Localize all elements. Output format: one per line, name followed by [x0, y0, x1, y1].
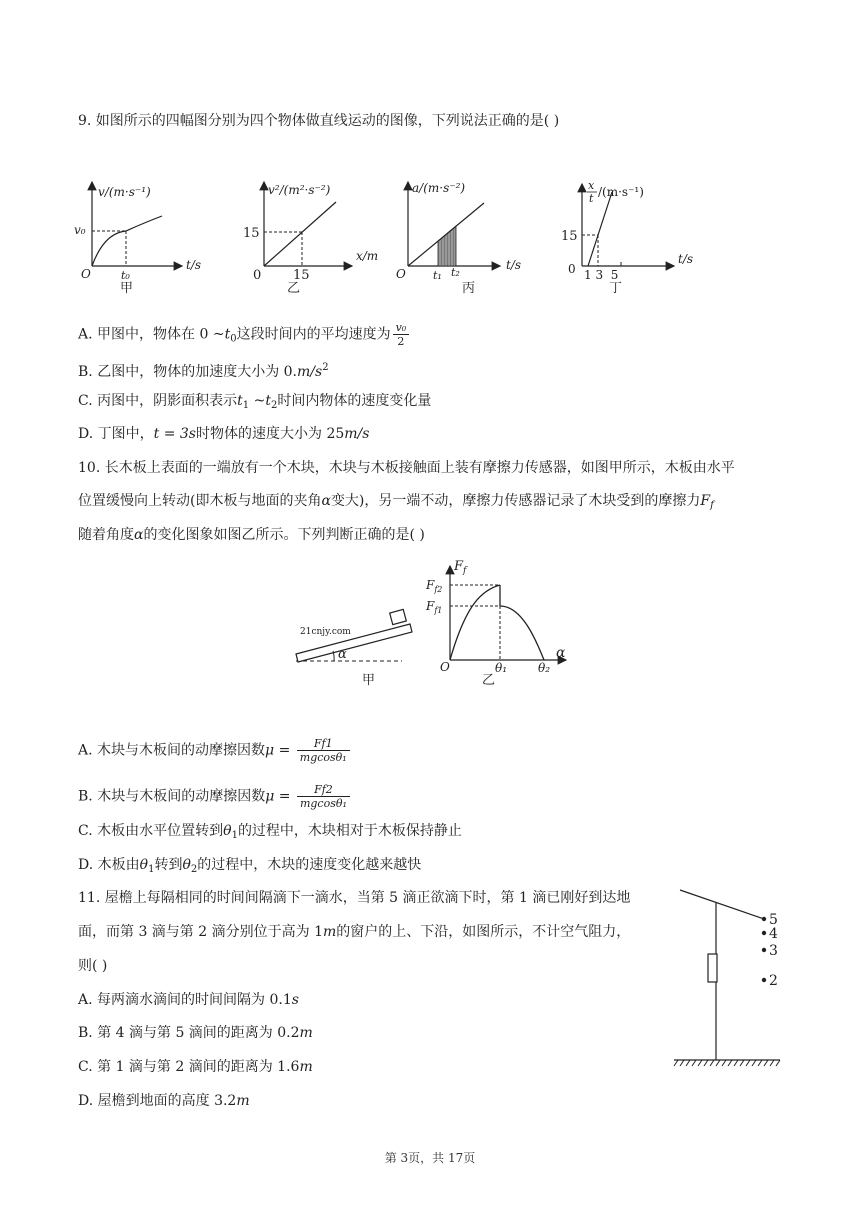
graph-bing: [396, 181, 521, 296]
graph-ding: [561, 179, 693, 296]
ding-caption: 丁: [609, 281, 623, 296]
ding-ylabel-top: x: [588, 179, 595, 192]
ding-xlabel: t/s: [678, 252, 694, 266]
ding-ytick: 15: [561, 229, 578, 244]
svg-text:Ff2: [425, 578, 442, 594]
ding-origin: 0: [568, 262, 576, 276]
q10-line3: 随着角度α的变化图象如图乙所示。下列判断正确的是( ): [78, 527, 425, 543]
q10-option-a: A. 木块与木板间的动摩擦因数μ = $\frac{Ff1}{\text{mgcosθ₁}}$: [78, 737, 352, 764]
drop-label-5: 5: [769, 912, 778, 928]
graph-ylabel: F: [454, 559, 464, 574]
q10-figures: [0, 548, 860, 688]
yi-origin: 0: [253, 268, 262, 283]
drop-2: [762, 978, 766, 982]
jia-ylabel: v/(m·s⁻¹): [98, 185, 151, 199]
graph-theta2: θ₂: [538, 661, 551, 675]
q10-option-d: D. 木板由$\theta_1$转到$\theta_2$的过程中，木块的速度变化越来越快: [78, 857, 422, 875]
q11-line1: 11. 屋檐上每隔相同的时间间隔滴下一滴水，当第 5 滴正欲滴下时，第 1 滴已刚好到达地: [78, 890, 631, 906]
jia-xlabel: t/s: [186, 258, 202, 272]
q11-figure: [670, 882, 810, 1072]
q11-option-d: D. 屋檐到地面的高度 3.2m: [78, 1093, 250, 1109]
q10-option-c: C. 木板由水平位置转到$\theta_1$的过程中，木块相对于木板保持静止: [78, 823, 462, 841]
graph-f1: F: [426, 599, 435, 613]
graph-f2: F: [426, 578, 435, 592]
drop-label-4: 4: [769, 926, 778, 942]
ding-xticks: 1 3 5: [584, 268, 619, 282]
graph-theta1: θ₁: [495, 661, 508, 675]
graph-f1-sub: f1: [434, 606, 443, 615]
svg-text:Ff1: [425, 599, 442, 615]
drop-label-2: 2: [769, 973, 778, 989]
q11-option-a: A. 每两滴水滴间的时间间隔为 0.1s: [78, 992, 299, 1008]
q11-line3: 则( ): [78, 958, 108, 974]
q10-option-b: B. 木块与木板间的动摩擦因数μ = $\frac{Ff2}{\text{mgcosθ₁}}$: [78, 783, 352, 810]
ding-ylabel-bottom: t: [589, 192, 594, 205]
bing-caption: 丙: [462, 281, 476, 296]
drop-4: [762, 931, 766, 935]
jia-ytick: v₀: [74, 223, 86, 237]
q9-option-d: D. 丁图中，t = 3s时物体的速度大小为 25m/s: [78, 426, 370, 442]
q10-line1: 10. 长木板上表面的一端放有一个木块，木块与木板接触面上装有摩擦力传感器，如图甲所示，木板由水平: [78, 460, 735, 476]
bing-xtick1: t₁: [433, 269, 442, 282]
drop-3: [762, 948, 766, 952]
q9-option-c: C. 丙图中，阴影面积表示$t_1$ $\sim t_2$时间内物体的速度变化量: [78, 393, 432, 411]
yi-ylabel: v²/(m²·s⁻²): [268, 183, 331, 197]
q9-option-a: A. 甲图中，物体在 0 $\sim t_0$这段时间内的平均速度为 $\frac{\text{v₀}}{2}$: [78, 321, 411, 350]
yi-xlabel: x/m: [356, 249, 379, 263]
q11-option-b: B. 第 4 滴与第 5 滴间的距离为 0.2m: [78, 1025, 313, 1041]
yi-xtick: 15: [293, 268, 310, 283]
bing-ylabel: a/(m·s⁻²): [412, 181, 466, 195]
bing-xtick2: t₂: [451, 266, 460, 279]
incline-caption: 甲: [362, 673, 376, 688]
drop-label-3: 3: [769, 943, 778, 959]
jia-caption: 甲: [120, 281, 134, 296]
q9-option-b: B. 乙图中，物体的加速度大小为 $0.m/s^2$: [78, 362, 329, 380]
incline-alpha: α: [338, 647, 347, 662]
yi-caption: 乙: [287, 281, 301, 296]
q9-stem: 9. 如图所示的四幅图分别为四个物体做直线运动的图像，下列说法正确的是( ): [78, 113, 560, 129]
fig-incline: [296, 609, 412, 688]
q10-line2: 位置缓慢向上转动(即木板与地面的夹角α变大)，另一端不动，摩擦力传感器记录了木块受到的摩擦力$F_f$: [78, 493, 714, 511]
q11-option-c: C. 第 1 滴与第 2 滴间的距离为 1.6m: [78, 1059, 313, 1075]
jia-xtick: t₀: [121, 269, 130, 282]
drop-5: [762, 917, 766, 921]
ding-ylabel-unit: /(m·s⁻¹): [598, 185, 644, 199]
fig-friction-graph: [425, 559, 566, 688]
bing-xlabel: t/s: [506, 258, 522, 272]
graph-ylabel-sub: f: [463, 566, 467, 576]
graph-xaxis: α: [556, 645, 566, 661]
q9-figures: [0, 170, 860, 310]
graph-origin: O: [440, 660, 450, 674]
graph-f2-sub: f2: [434, 585, 443, 594]
yi-ytick: 15: [243, 226, 260, 241]
graph-jia: [74, 182, 201, 296]
graph-caption: 乙: [482, 673, 496, 688]
bing-origin: O: [396, 267, 406, 281]
svg-text:Ff: [453, 559, 468, 576]
graph-yi: [243, 182, 378, 296]
jia-origin: O: [81, 267, 91, 281]
page-footer: 第 3页，共 17页: [384, 1151, 476, 1165]
watermark: 21cnjy.com: [300, 627, 351, 637]
q11-line2: 面，而第 3 滴与第 2 滴分别位于高为 1m的窗户的上、下沿，如图所示，不计空气阻力，: [78, 924, 631, 940]
